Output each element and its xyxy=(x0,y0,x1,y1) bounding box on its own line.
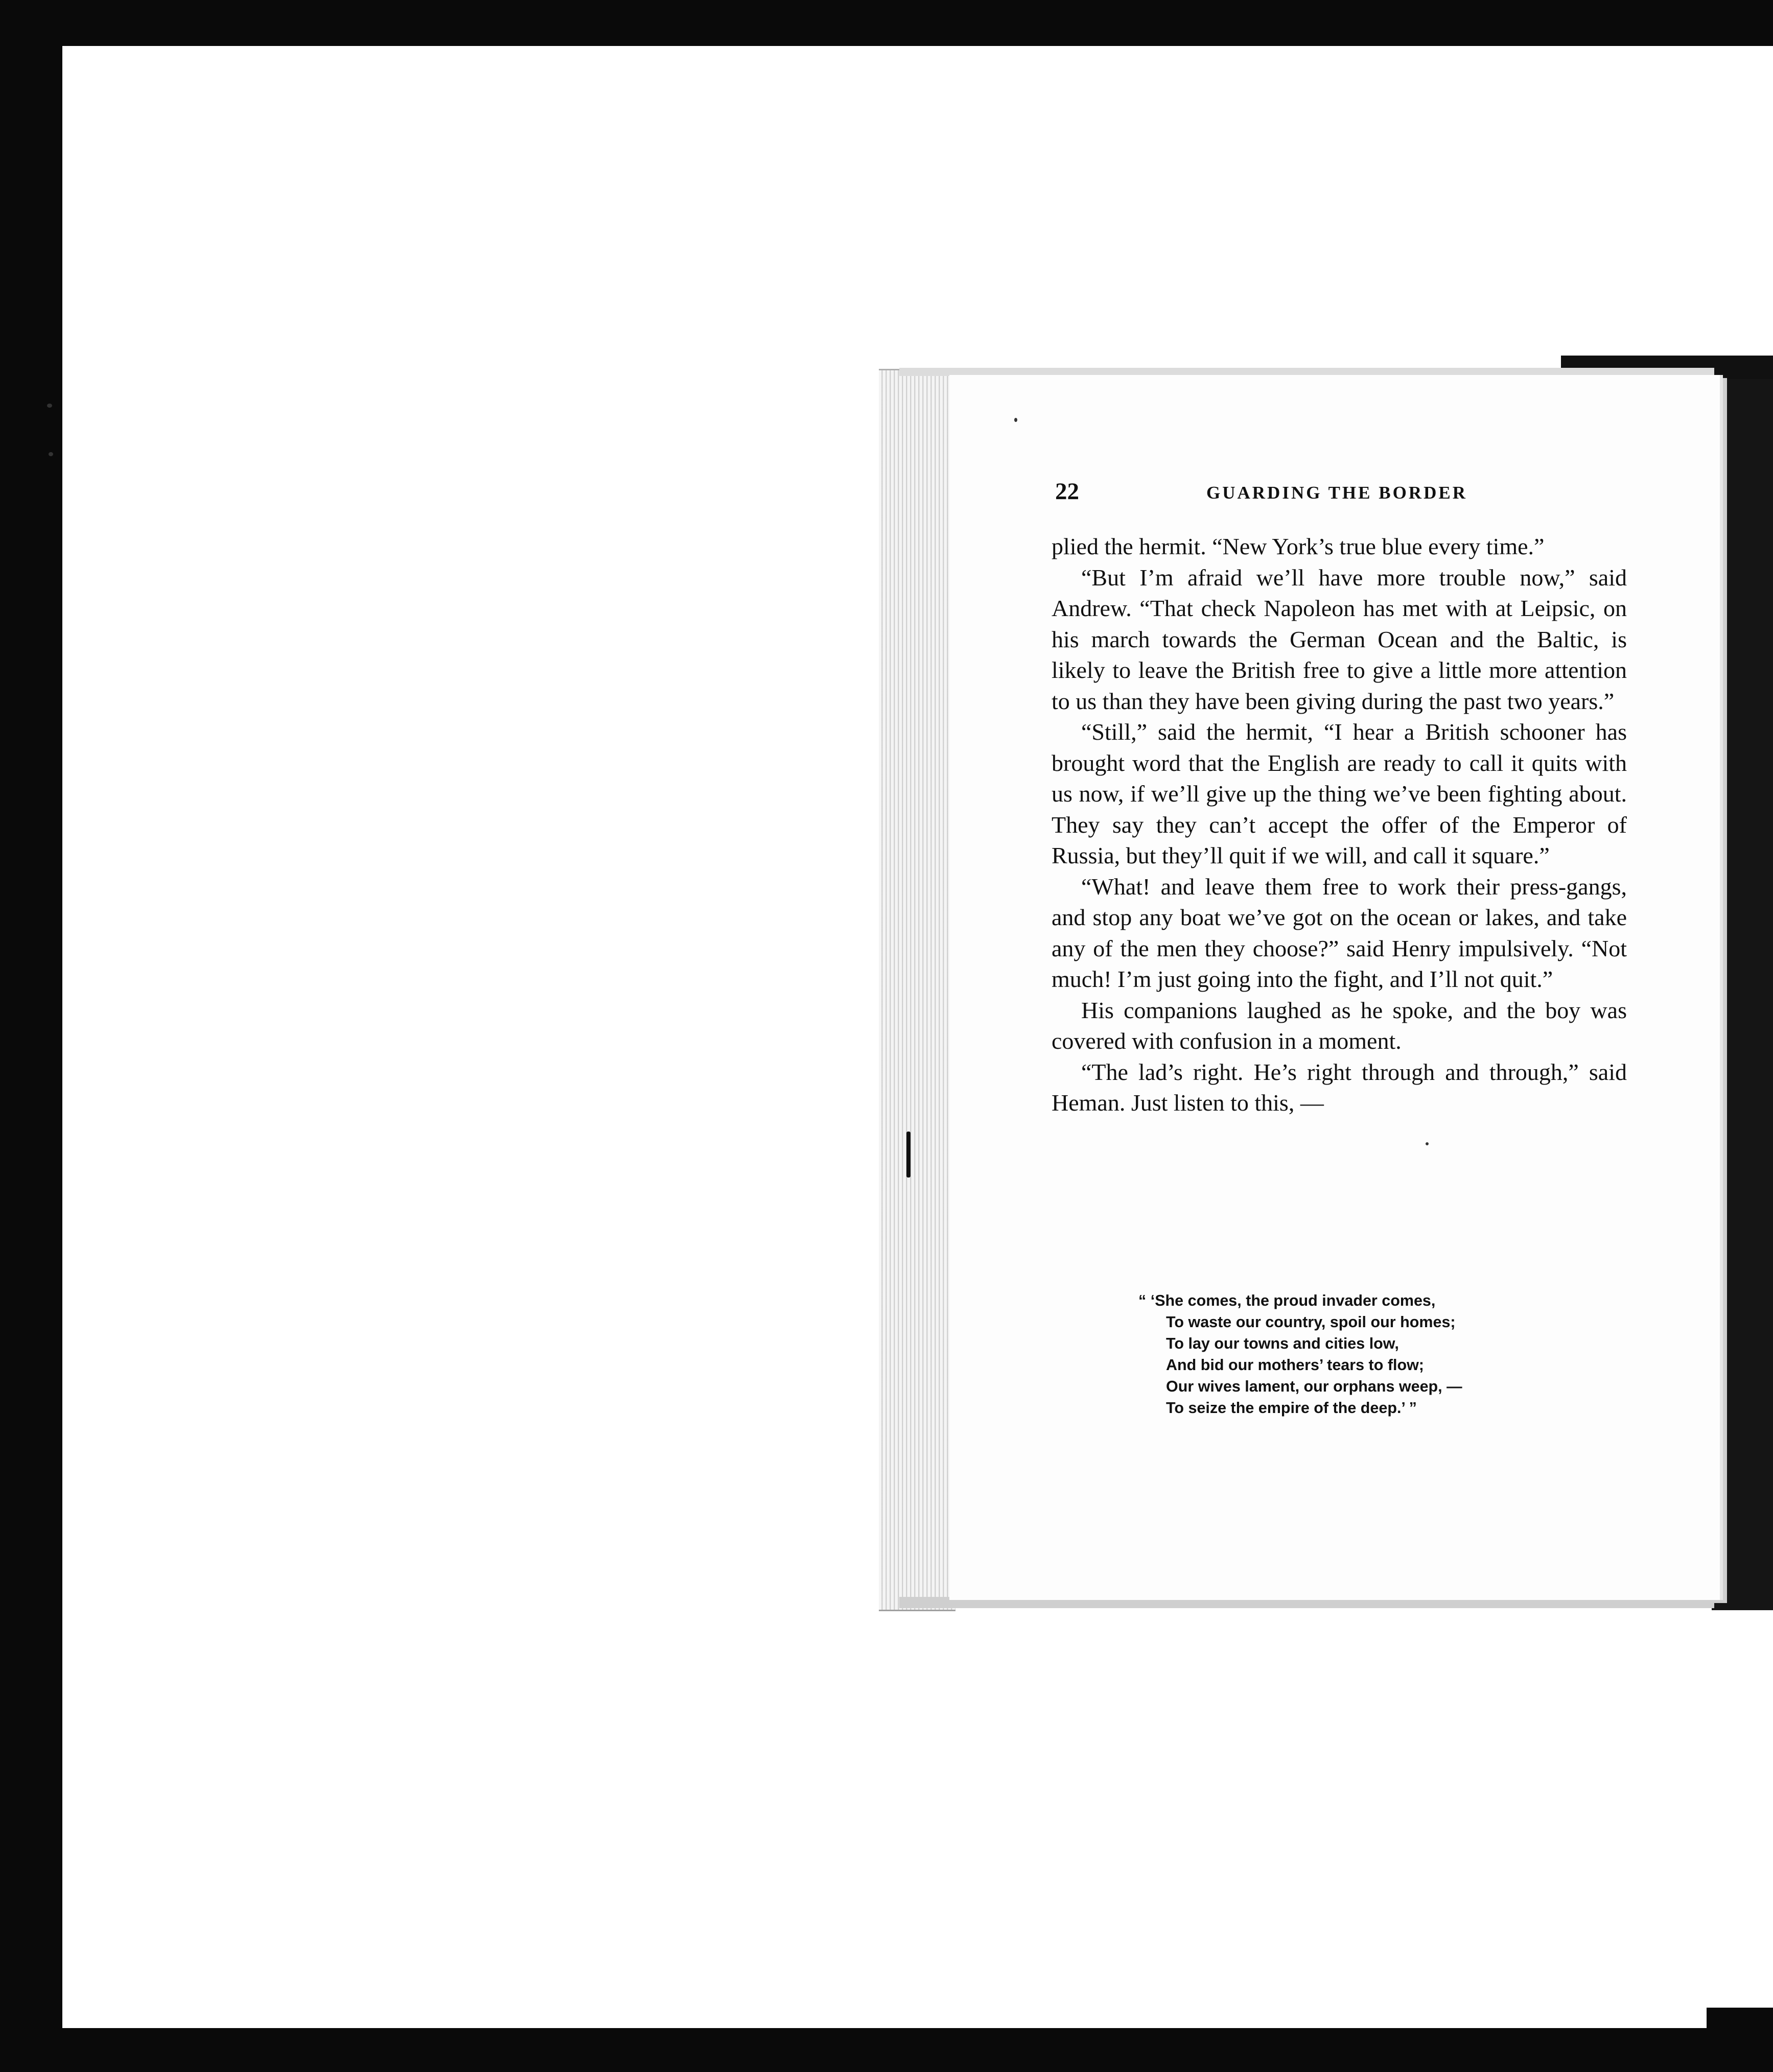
poem-line: To seize the empire of the deep.’ ” xyxy=(1166,1399,1417,1417)
scan-frame-left xyxy=(0,0,62,2072)
page-number: 22 xyxy=(1055,478,1079,505)
book-cover-side xyxy=(1712,379,1773,1610)
page-header xyxy=(1055,478,1627,508)
paragraph: “What! and leave them free to work their press-gangs, and stop any boat we’ve got on the ocean or lakes, and take any of the men they choose?” said Henry impulsively. “Not much! I’m just going into the fight, and I’ll not quit.” xyxy=(1052,873,1627,992)
running-head: GUARDING THE BORDER xyxy=(1206,483,1467,503)
page-edges xyxy=(879,369,955,1611)
paragraph: “Still,” said the hermit, “I hear a British schooner has brought word that the English are ready to call it quits with us now, if we’ll give up the thing we’ve been fighting about. They say they can’t accept the offer of the Emperor of Russia, but they’ll quit if we will, and call it square.” xyxy=(1052,719,1627,868)
body-text xyxy=(1052,531,1627,1119)
scan-speck xyxy=(47,404,52,408)
scan-speck xyxy=(49,452,53,456)
poem-line: To waste our country, spoil our homes; xyxy=(1166,1313,1456,1331)
scan-frame-top xyxy=(0,0,1773,46)
poem-line: “ ‘She comes, the proud invader comes, xyxy=(1138,1292,1436,1309)
scan-frame-bottom-notch xyxy=(1707,2008,1773,2028)
poem-line: To lay our towns and cities low, xyxy=(1166,1335,1399,1352)
paragraph: “The lad’s right. He’s right through and through,” said Heman. Just listen to this, — xyxy=(1052,1058,1627,1116)
poem-quote xyxy=(1138,1290,1573,1419)
scan-speck xyxy=(1426,1142,1429,1145)
paragraph: “But I’m afraid we’ll have more trouble now,” said Andrew. “That check Napoleon has met with at Leipsic, on his march towards the German Ocean and the Baltic, is likely to leave the British free to give a little more attention to us than they have been giving during the past two years.” xyxy=(1052,564,1627,714)
poem-line: Our wives lament, our orphans weep, — xyxy=(1166,1378,1462,1395)
paragraph: plied the hermit. “New York’s true blue every time.” xyxy=(1052,533,1545,559)
scan-speck xyxy=(1014,418,1017,422)
binding-mark xyxy=(906,1132,911,1178)
scan-frame-notch xyxy=(0,46,31,87)
scan-frame-bottom xyxy=(0,2028,1773,2072)
paragraph: His companions laughed as he spoke, and the boy was covered with confusion in a moment. xyxy=(1052,997,1627,1054)
poem-line: And bid our mothers’ tears to flow; xyxy=(1166,1356,1424,1374)
